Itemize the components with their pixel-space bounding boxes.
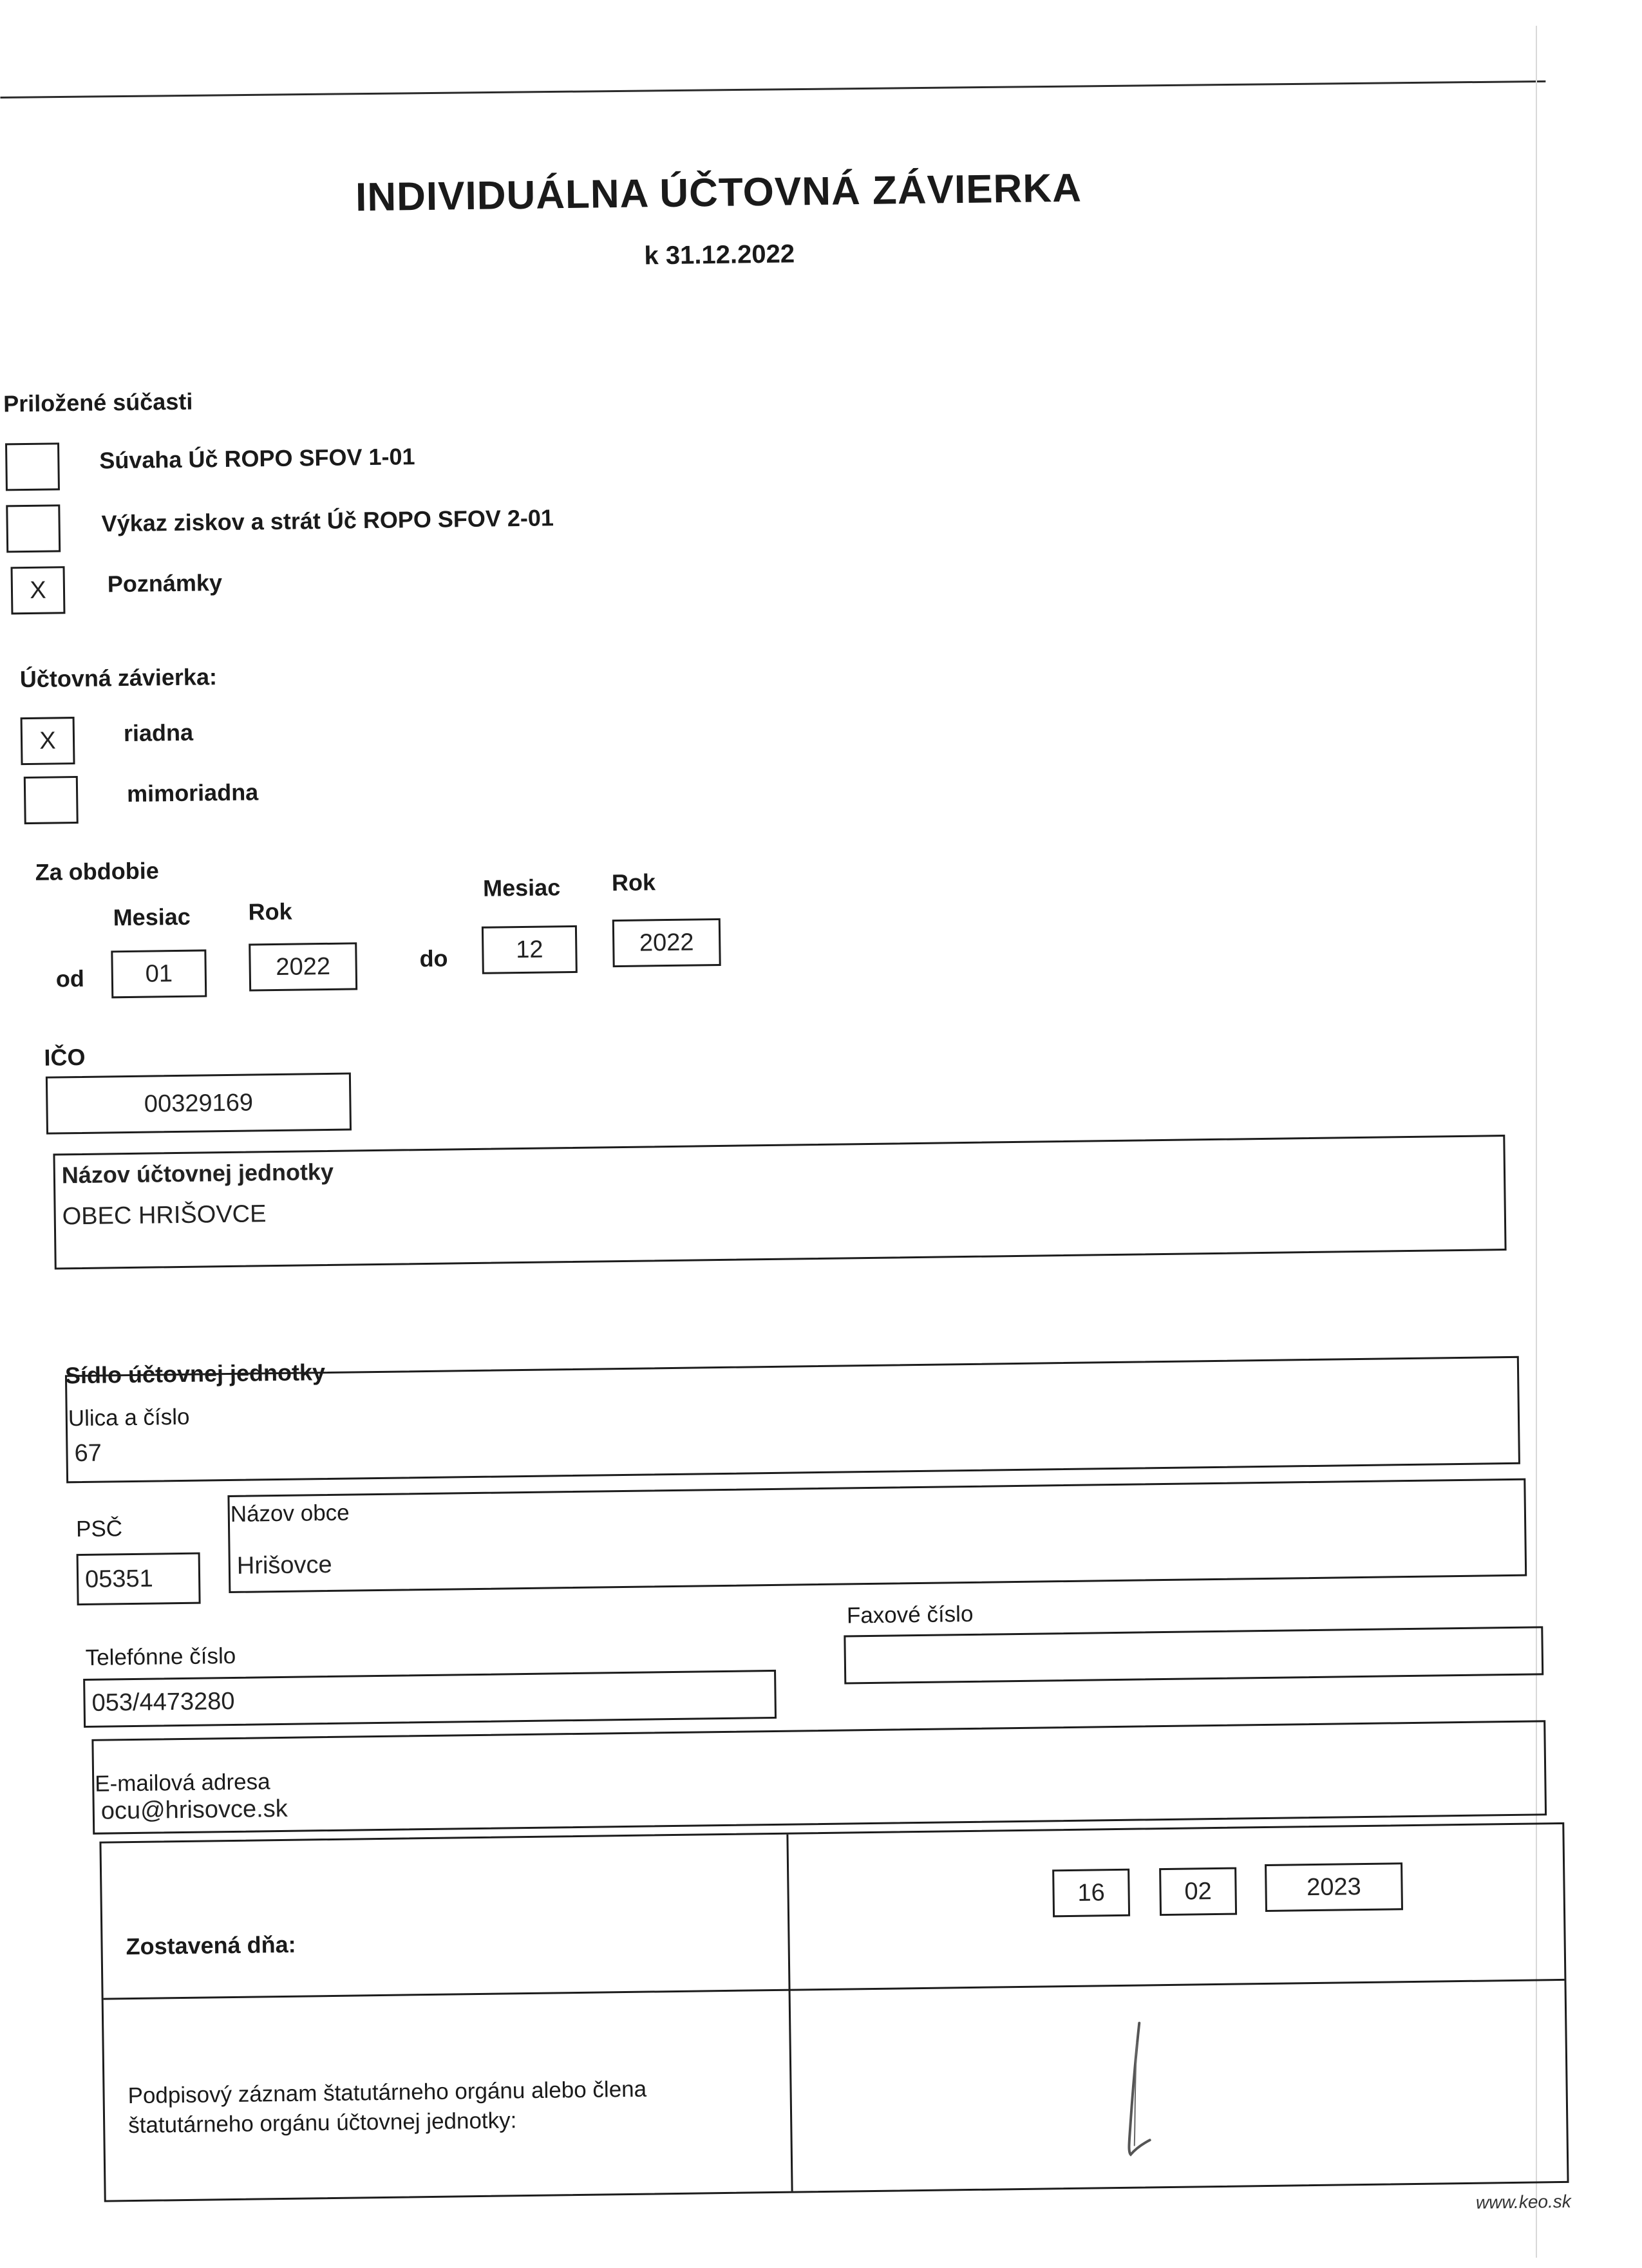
psc-label: PSČ xyxy=(75,1516,123,1542)
compiled-label: Zostavená dňa: xyxy=(126,1931,296,1960)
entity-name-field[interactable] xyxy=(53,1135,1506,1270)
city-field[interactable] xyxy=(227,1479,1527,1593)
attachment-label-vykaz: Výkaz ziskov a strát Úč ROPO SFOV 2-01 xyxy=(101,504,554,537)
email-field[interactable] xyxy=(91,1720,1547,1835)
checkbox-vykaz[interactable] xyxy=(6,504,61,553)
checkbox-mimoriadna[interactable] xyxy=(24,776,79,824)
email-value: ocu@hrisovce.sk xyxy=(100,1795,288,1825)
period-from-month-field[interactable]: 01 xyxy=(111,949,207,998)
attachments-heading: Priložené súčasti xyxy=(3,388,193,417)
street-field[interactable] xyxy=(65,1356,1520,1484)
signature-label: Podpisový záznam štatutárneho orgánu alebo člena štatutárneho orgánu účtovnej jednotky: xyxy=(127,2076,647,2139)
phone-label: Telefónne číslo xyxy=(85,1643,236,1670)
period-from-year-label: Rok xyxy=(248,898,292,925)
attachment-label-suvaha: Súvaha Úč ROPO SFOV 1-01 xyxy=(99,443,415,474)
ico-field[interactable]: 00329169 xyxy=(46,1072,352,1134)
footer-website: www.keo.sk xyxy=(1475,2191,1571,2213)
street-label: Ulica a číslo xyxy=(68,1404,190,1432)
table-divider-vertical xyxy=(786,1835,793,2191)
statement-label-riadna: riadna xyxy=(123,719,194,747)
period-from-label: od xyxy=(55,965,85,992)
fax-label: Faxové číslo xyxy=(846,1601,974,1629)
address-heading: Sídlo účtovnej jednotky xyxy=(64,1359,326,1389)
compiled-year-field[interactable]: 2023 xyxy=(1265,1862,1403,1912)
period-to-year-label: Rok xyxy=(611,869,656,896)
signature-mark xyxy=(1089,2016,1194,2166)
document-date: k 31.12.2022 xyxy=(644,240,795,270)
compiled-day-field[interactable]: 16 xyxy=(1052,1869,1130,1918)
compiled-month-field[interactable]: 02 xyxy=(1159,1867,1237,1916)
entity-name-label: Názov účtovnej jednotky xyxy=(61,1158,334,1189)
email-label: E-mailová adresa xyxy=(95,1769,270,1797)
checkbox-suvaha[interactable] xyxy=(5,442,60,491)
statement-label-mimoriadna: mimoriadna xyxy=(126,779,259,807)
period-to-label: do xyxy=(419,945,448,972)
city-label: Názov obce xyxy=(230,1500,350,1527)
ico-label: IČO xyxy=(44,1043,86,1071)
statement-type-heading: Účtovná závierka: xyxy=(19,663,218,693)
period-from-year-field[interactable]: 2022 xyxy=(249,942,357,991)
checkbox-riadna[interactable]: X xyxy=(21,717,75,765)
table-divider-horizontal xyxy=(104,1979,1565,2000)
period-to-month-field[interactable]: 12 xyxy=(482,925,578,974)
city-value: Hrišovce xyxy=(236,1551,332,1580)
signature-stroke xyxy=(1128,2023,1150,2154)
fax-field[interactable] xyxy=(844,1626,1543,1684)
period-heading: Za obdobie xyxy=(35,857,159,885)
attachment-label-poznamky: Poznámky xyxy=(107,569,223,598)
psc-field[interactable]: 05351 xyxy=(77,1553,201,1606)
compiled-table xyxy=(99,1822,1569,2202)
period-to-month-label: Mesiac xyxy=(482,874,561,902)
phone-field[interactable]: 053/4473280 xyxy=(83,1670,777,1728)
period-to-year-field[interactable]: 2022 xyxy=(612,918,721,967)
period-from-month-label: Mesiac xyxy=(113,903,191,931)
document-title: INDIVIDUÁLNA ÚČTOVNÁ ZÁVIERKA xyxy=(355,165,1082,220)
checkbox-poznamky[interactable]: X xyxy=(11,566,66,614)
street-value: 67 xyxy=(74,1439,102,1468)
entity-name-value: OBEC HRIŠOVCE xyxy=(62,1200,267,1231)
